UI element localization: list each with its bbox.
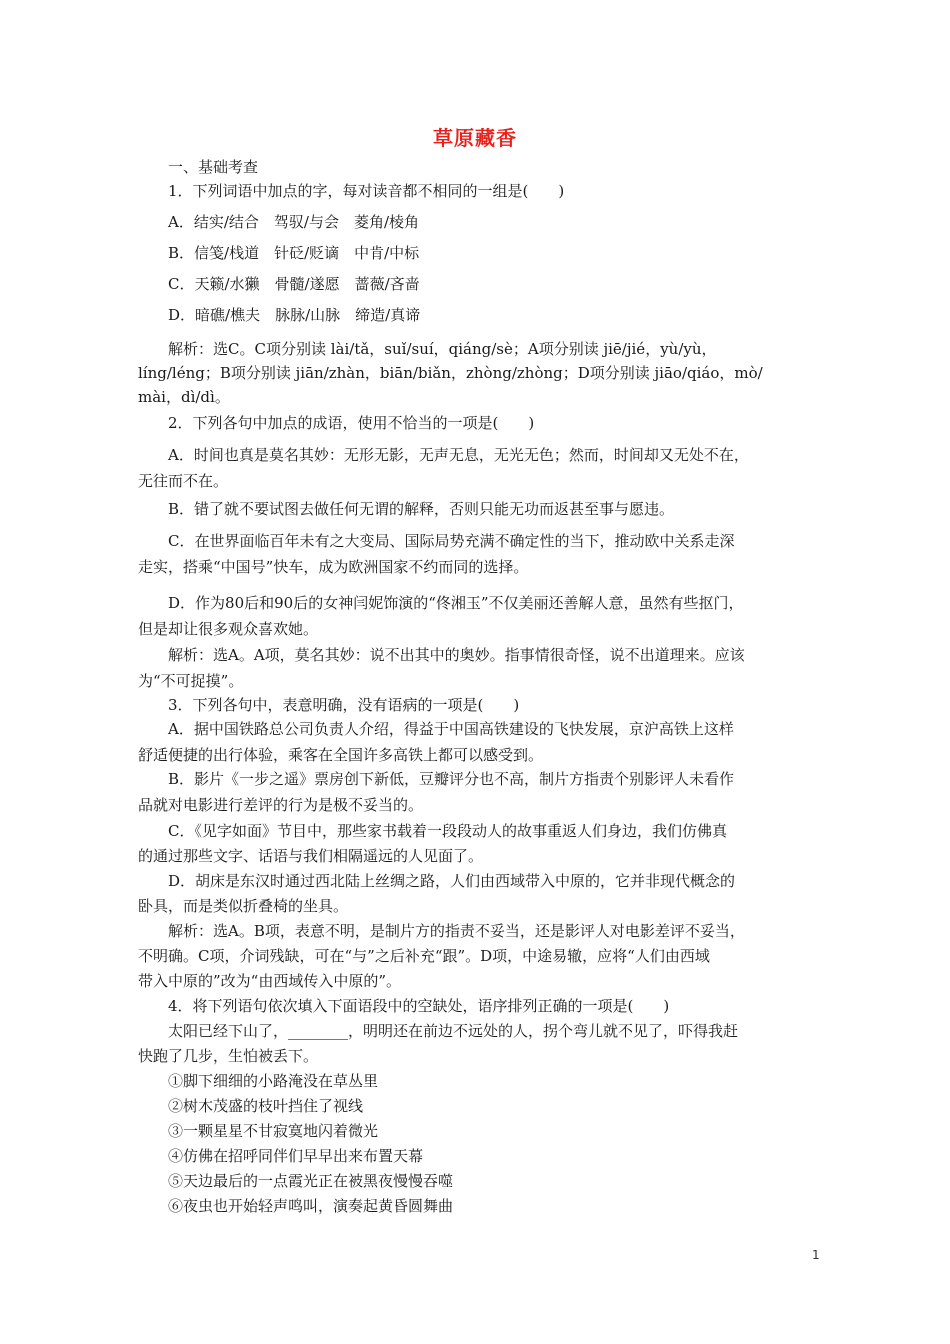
question-3-option-b-line-2: 品就对电影进行差评的行为是极不妥当的。	[138, 796, 424, 814]
question-2-option-d-line-2: 但是却让很多观众喜欢她。	[138, 620, 319, 638]
question-4-item-1: ①脚下细细的小路淹没在草丛里	[168, 1072, 379, 1090]
question-2-stem: 2．下列各句中加点的成语，使用不恰当的一项是( )	[168, 414, 535, 432]
question-1-option-c: C．天籁/水獭 骨髓/遂愿 蔷薇/吝啬	[168, 275, 420, 293]
question-3-analysis-line-1: 解析：选A。B项，表意不明，是制片方的指责不妥当，还是影评人对电影差评不妥当，	[168, 922, 745, 940]
question-2-option-c-line-2: 走实，搭乘“中国号”快车，成为欧洲国家不约而同的选择。	[138, 558, 529, 576]
question-4-item-5: ⑤天边最后的一点霞光正在被黑夜慢慢吞噬	[168, 1172, 454, 1190]
question-2-option-c-line-1: C．在世界面临百年未有之大变局、国际局势充满不确定性的当下，推动欧中关系走深	[168, 532, 735, 550]
question-3-option-c-line-1: C．《见字如面》节目中，那些家书载着一段段动人的故事重返人们身边，我们仿佛真	[168, 822, 727, 840]
question-1-analysis-line-3: mài，dì/dì。	[138, 388, 230, 406]
page-title: 草原藏香	[433, 126, 517, 150]
question-2-option-a-line-1: A．时间也真是莫名其妙：无形无影，无声无息，无光无色；然而，时间却又无处不在，	[168, 446, 749, 464]
question-4-item-2: ②树木茂盛的枝叶挡住了视线	[168, 1097, 364, 1115]
question-1-option-a: A．结实/结合 驾驭/与会 菱角/棱角	[168, 213, 419, 231]
page-number: 1	[812, 1248, 820, 1262]
question-1-option-d: D．暗礁/樵夫 脉脉/山脉 缔造/真谛	[168, 306, 421, 324]
question-3-option-d-line-2: 卧具，而是类似折叠椅的坐具。	[138, 897, 349, 915]
passage-text-before-blank: 太阳已经下山了，	[168, 1022, 289, 1040]
question-3-analysis-line-2: 不明确。C项，介词残缺，可在“与”之后补充“跟”。D项，中途易辙，应将“人们由西域	[138, 947, 710, 965]
question-3-option-a-line-1: A．据中国铁路总公司负责人介绍，得益于中国高铁建设的飞快发展，京沪高铁上这样	[168, 720, 734, 738]
question-4-passage-line-2: 快跑了几步，生怕被丢下。	[138, 1047, 319, 1065]
question-4-item-4: ④仿佛在招呼同伴们早早出来布置天幕	[168, 1147, 424, 1165]
question-2-analysis-line-1: 解析：选A。A项，莫名其妙：说不出其中的奥妙。指事情很奇怪，说不出道理来。应该	[168, 646, 745, 664]
question-2-option-d-line-1: D．作为80后和90后的女神闫妮饰演的“佟湘玉”不仅美丽还善解人意，虽然有些抠门，	[168, 594, 744, 612]
question-4-passage-line-1	[168, 1020, 738, 1042]
question-3-option-c-line-2: 的通过那些文字、话语与我们相隔遥远的人见面了。	[138, 847, 484, 865]
question-3-option-d-line-1: D．胡床是东汉时通过西北陆上丝绸之路，人们由西域带入中原的，它并非现代概念的	[168, 872, 736, 890]
question-3-analysis-line-3: 带入中原的”改为“由西域传入中原的”。	[138, 972, 402, 990]
question-2-analysis-line-2: 为“不可捉摸”。	[138, 672, 244, 690]
question-4-stem: 4．将下列语句依次填入下面语段中的空缺处，语序排列正确的一项是( )	[168, 997, 670, 1015]
question-2-option-a-line-2: 无往而不在。	[138, 472, 229, 490]
question-1-analysis-line-2: líng/léng；B项分别读 jiān/zhàn，biān/biǎn，zhòng/zhòng；D项分别读 jiāo/qiáo，mò/	[138, 364, 763, 382]
question-3-option-a-line-2: 舒适便捷的出行体验，乘客在全国许多高铁上都可以感受到。	[138, 746, 544, 764]
question-4-item-3: ③一颗星星不甘寂寞地闪着微光	[168, 1122, 379, 1140]
question-2-option-b: B．错了就不要试图去做任何无谓的解释，否则只能无功而返甚至事与愿违。	[168, 500, 675, 518]
section-heading: 一、基础考查	[168, 158, 259, 176]
question-3-option-b-line-1: B．影片《一步之遥》票房创下新低，豆瓣评分也不高，制片方指责个别影评人未看作	[168, 770, 735, 788]
question-1-stem: 1．下列词语中加点的字，每对读音都不相同的一组是( )	[168, 182, 565, 200]
question-1-analysis-line-1: 解析：选C。C项分别读 lài/tǎ，suǐ/suí，qiáng/sè；A项分别读 jiē/jié，yù/yù，	[168, 340, 717, 358]
question-4-item-6: ⑥夜虫也开始轻声鸣叫，演奏起黄昏圆舞曲	[168, 1197, 454, 1215]
question-1-option-b: B．信笺/栈道 针砭/贬谪 中肯/中标	[168, 244, 420, 262]
question-3-stem: 3．下列各句中，表意明确，没有语病的一项是( )	[168, 696, 520, 714]
passage-text-after-blank: ，明明还在前边不远处的人，拐个弯儿就不见了，吓得我赶	[348, 1022, 739, 1040]
fill-in-blank: ________	[288, 1022, 349, 1040]
